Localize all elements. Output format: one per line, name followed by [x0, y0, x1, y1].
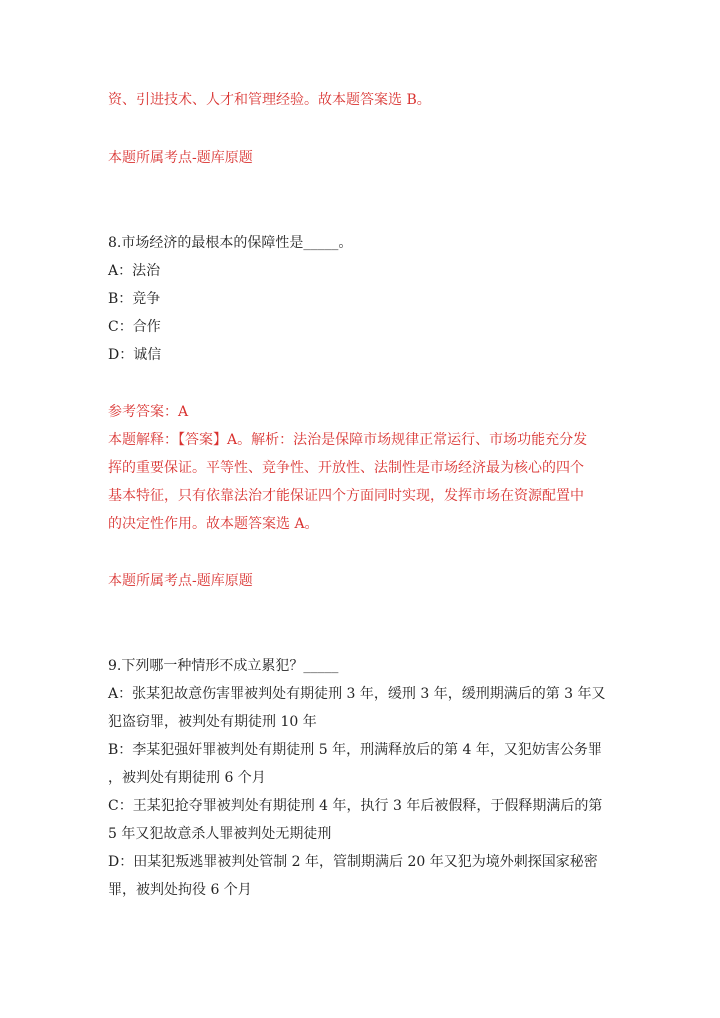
q9-option-line: 犯盗窃罪，被判处有期徒刑 10 年: [108, 714, 317, 730]
q9-stem: 9.下列哪一种情形不成立累犯？_____: [108, 658, 339, 674]
q8-option-b: B：竞争: [108, 291, 161, 307]
q8-option-c: C：合作: [108, 319, 161, 335]
q8-explanation-line: 的决定性作用。故本题答案选 A。: [108, 516, 319, 532]
q8-option-d: D：诚信: [108, 347, 162, 363]
q8-explanation-line: 挥的重要保证。平等性、竞争性、开放性、法制性是市场经济最为核心的四个: [108, 460, 584, 476]
q9-option-line: 罪，被判处拘役 6 个月: [108, 882, 252, 898]
q8-option-a: A：法治: [108, 263, 161, 279]
q9-option-line: A：张某犯故意伤害罪被判处有期徒刑 3 年，缓刑 3 年，缓刑期满后的第 3 年又: [108, 686, 606, 702]
q9-option-line: B：李某犯强奸罪被判处有期徒刑 5 年，刑满释放后的第 4 年，又犯妨害公务罪: [108, 742, 602, 758]
q8-stem: 8.市场经济的最根本的保障性是_____。: [108, 235, 353, 251]
prev-explanation-tail: 资、引进技术、人才和管理经验。故本题答案选 B。: [108, 92, 431, 108]
q9-option-line: C：王某犯抢夺罪被判处有期徒刑 4 年，执行 3 年后被假释，于假释期满后的第: [108, 798, 603, 814]
q8-explanation-line: 基本特征，只有依靠法治才能保证四个方面同时实现，发挥市场在资源配置中: [108, 488, 584, 504]
q9-option-line: 5 年又犯故意杀人罪被判处无期徒刑: [108, 826, 332, 842]
q9-option-line: D：田某犯叛逃罪被判处管制 2 年，管制期满后 20 年又犯为境外刺探国家秘密: [108, 854, 598, 870]
q8-explanation-line: 本题解释：【答案】A。解析：法治是保障市场规律正常运行、市场功能充分发: [108, 432, 588, 448]
prev-topic: 本题所属考点-题库原题: [108, 150, 253, 166]
q9-option-line: ，被判处有期徒刑 6 个月: [108, 770, 266, 786]
q8-topic: 本题所属考点-题库原题: [108, 573, 253, 589]
q8-answer: 参考答案：A: [108, 404, 189, 420]
